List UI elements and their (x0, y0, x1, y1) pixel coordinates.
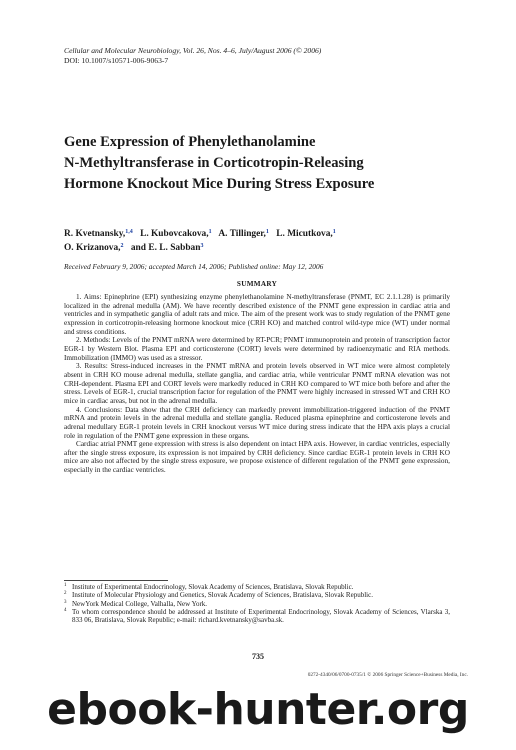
author: and E. L. Sabban$^3$ (130, 243, 204, 253)
author: O. Krizanova,$^2$ (64, 243, 124, 253)
article-title (64, 132, 464, 195)
author: R. Kvetnansky,$^{1,4}$ (64, 229, 133, 239)
footnote: 2 Institute of Molecular Physiology and Genetics, Slovak Academy of Sciences, Bratislava, Slovak Republic. (64, 591, 373, 600)
affiliation-marker[interactable]: 1,4 (125, 229, 133, 235)
footnotes (64, 583, 450, 624)
affiliation-marker[interactable]: 2 (120, 243, 124, 249)
summary-paragraph: Cardiac atrial PNMT gene expression with stress is also dependent on intact HPA axis. However, in cardiac ventricles, especially after the single stress exposure, its expression is not impaired by CRH deficiency. Since cardiac EGR-1 protein levels in CRH KO mice are also not affected by the single stress exposure, we propose existence of different regulation of the PNMT gene expression, especially in the cardiac ventricles. (64, 440, 450, 475)
author-list (64, 227, 464, 255)
author: A. Tillinger,$^1$ (218, 229, 269, 239)
received-dates: Received February 9, 2006; accepted March 14, 2006; Published online: May 12, 2006 (64, 262, 324, 271)
summary-heading: SUMMARY (236, 280, 278, 288)
summary-paragraph: 1. Aims: Epinephrine (EPI) synthesizing enzyme phenylethanolamine N-methyltransferase (PNMT, EC 2.1.1.28) is primarily localized in the adrenal medulla (AM). We have recently described existence of the PNMT gene expression in cardiac atria and ventricles and in sympathetic ganglia of adult rats and mice. The aim of the present work was to study regulation of the PNMT gene expression in corticotropin-releasing hormone knockout mice (CRH KO) and matched control wild-type mice (WT) under normal and stress conditions. (64, 293, 450, 336)
title-line: Gene Expression of Phenylethanolamine (64, 134, 316, 150)
summary-paragraph: 2. Methods: Levels of the PNMT mRNA were determined by RT-PCR; PNMT immunoprotein and protein of transcription factor EGR-1 by Western Blot. Plasma EPI and corticosterone (CORT) levels were determined by radioenzymatic and RIA methods. Immobilization (IMMO) was used as a stressor. (64, 336, 450, 362)
copyright-line: 0272-4340/06/0700-0735/1 © 2006 Springer Science+Business Media, Inc. (307, 672, 468, 678)
footnote: 4 To whom correspondence should be addressed at Institute of Experimental Endocrinology, Slovak Academy of Sciences, Vlarska 3, 833 06, Bratislava, Slovak Republic; e-mail: richard.kvetnansky@savba.sk. (64, 607, 450, 625)
title-line: Hormone Knockout Mice During Stress Exposure (64, 176, 375, 192)
footnote: 1 Institute of Experimental Endocrinology, Slovak Academy of Sciences, Bratislava, Slovak Republic. (64, 583, 354, 591)
affiliation-marker[interactable]: 1 (332, 229, 336, 235)
doi-line: DOI: 10.1007/s10571-006-9063-7 (64, 56, 169, 65)
watermark-logo: ebook-hunter.org (47, 684, 469, 735)
page-number: 735 (252, 652, 264, 661)
author-line (64, 227, 464, 241)
author: L. Micutkova,$^1$ (276, 229, 336, 239)
summary-body (64, 293, 450, 475)
author: L. Kubovcakova,$^1$ (140, 229, 212, 239)
summary-paragraph: 4. Conclusions: Data show that the CRH deficiency can markedly prevent immobilization-triggered induction of the PNMT mRNA and protein levels in the adrenal medulla and stellate ganglia. Reduced plasma epinephrine and corticosterone levels and adrenal medullary EGR-1 protein levels in CRH knockout versus WT mice during stress indicate that the HPA axis plays a crucial role in regulation of the PNMT gene expression in these organs. (64, 405, 450, 440)
journal-citation: Cellular and Molecular Neurobiology, Vol. 26, Nos. 4–6, July/August 2006 (© 2006) (64, 46, 322, 55)
title-line: N-Methyltransferase in Corticotropin-Releasing (64, 155, 364, 171)
affiliation-marker[interactable]: 3 (200, 243, 204, 249)
summary-paragraph: 3. Results: Stress-induced increases in the PNMT mRNA and protein levels observed in WT mice were almost completely absent in CRH KO mouse adrenal medulla, stellate ganglia, and cardiac atria, while ventricular PNMT mRNA elevation was not CRH-dependent. Plasma EPI and CORT levels were markedly reduced in CRH KO compared to WT mice both before and after the stress. Levels of EGR-1, crucial transcription factor for regulation of the PNMT were highly increased in stressed WT and CRH KO mice in cardiac areas, but not in the adrenal medulla. (64, 362, 450, 405)
affiliation-marker[interactable]: 1 (208, 229, 212, 235)
footnote-divider (64, 580, 168, 581)
footnote: 3 NewYork Medical College, Valhalla, New York. (64, 599, 208, 608)
affiliation-marker[interactable]: 1 (265, 229, 269, 235)
author-line (64, 241, 464, 255)
